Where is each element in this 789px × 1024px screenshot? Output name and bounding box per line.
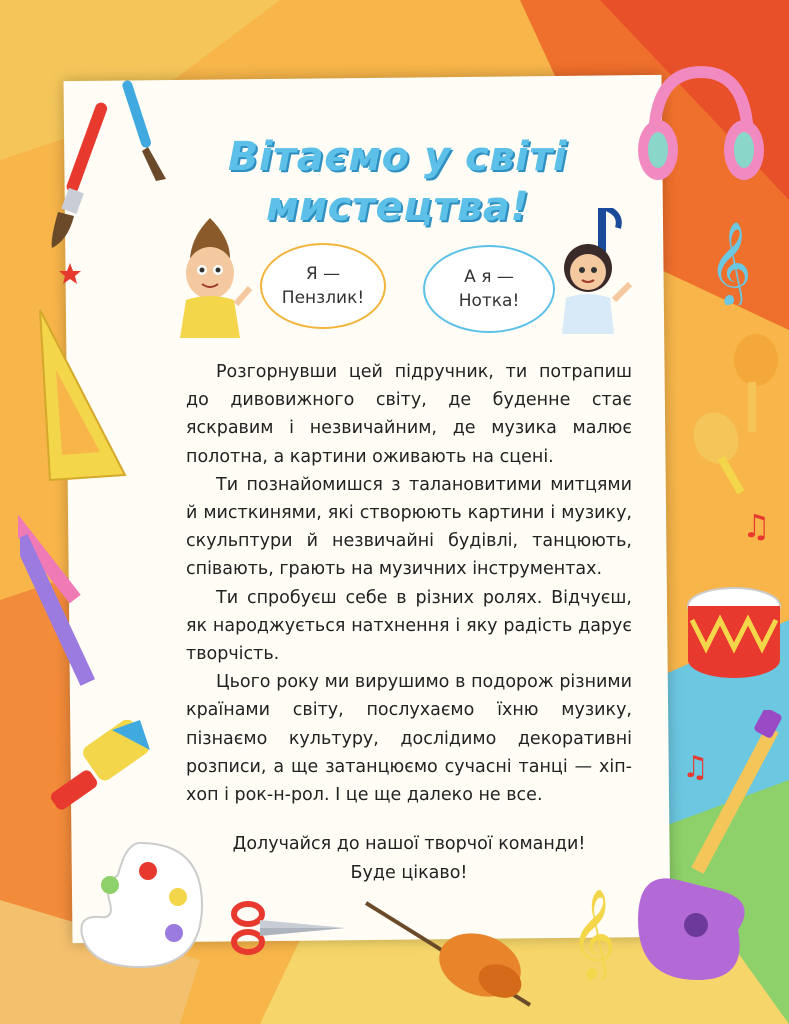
paintbrush-icon bbox=[40, 90, 130, 250]
closing-line-1: Долучайся до нашої творчої команди! bbox=[232, 834, 586, 854]
paragraph-3: Ти спробуєш себе в різних ролях. Відчуєш, як народжується натхнення і яку радість дарує творчість. bbox=[186, 587, 632, 665]
bubble-left-line2: Пензлик! bbox=[281, 288, 365, 308]
violin-icon bbox=[360, 895, 550, 1015]
svg-text:𝄞: 𝄞 bbox=[709, 220, 752, 304]
bubble-right-line1: А я — bbox=[464, 267, 514, 287]
scissors-icon bbox=[230, 898, 350, 958]
paint-roller-icon bbox=[40, 720, 160, 830]
pencil-boy-character bbox=[170, 218, 260, 338]
speech-bubble-note bbox=[423, 245, 555, 333]
brush-icon bbox=[118, 75, 188, 185]
svg-text:𝄞: 𝄞 bbox=[570, 889, 617, 979]
speech-bubble-pencil bbox=[260, 243, 386, 329]
headphones-icon bbox=[636, 62, 766, 192]
bubble-right-line2: Нотка! bbox=[458, 291, 520, 311]
svg-text:♫: ♫ bbox=[742, 507, 771, 545]
bubble-left-line1: Я — bbox=[305, 264, 341, 284]
intro-text bbox=[186, 358, 632, 809]
pencil-purple-icon bbox=[20, 530, 130, 690]
treble-clef-yellow-icon bbox=[566, 880, 626, 980]
star-icon bbox=[58, 262, 82, 286]
music-note-icon bbox=[740, 505, 780, 545]
paragraph-4: Цього року ми вирушимо в подорож різними країнами світу, послухаємо їхню музику, пізнаємо культуру, дослідимо декоративні розписи, а ще затанцюємо сучасні танці — хіп-хоп і рок-н-рол. І це ще далеко не все. bbox=[186, 672, 632, 806]
paragraph-2: Ти познайомишся з талановитими митцями й мисткинями, які створюють картини і музику, скульптури й незвичайні будівлі, танцюють, співають, грають на музичних інструментах. bbox=[186, 474, 632, 580]
drum-icon bbox=[682, 580, 788, 690]
page-title: Вітаємо у світі мистецтва! bbox=[227, 134, 568, 230]
closing-line-2: Буде цікаво! bbox=[350, 862, 468, 883]
note-girl-character bbox=[558, 208, 638, 338]
closing-text bbox=[186, 830, 632, 887]
treble-clef-icon bbox=[705, 215, 765, 305]
maracas-icon bbox=[688, 330, 788, 500]
paragraph-1: Розгорнувши цей підручник, ти потрапиш до дивовижного світу, де буденне стає яскравим і незвичайним, де музика малює полотна, а картини оживають на сцені. bbox=[186, 362, 632, 467]
music-note-red-icon bbox=[682, 745, 716, 785]
svg-text:♫: ♫ bbox=[682, 750, 709, 785]
